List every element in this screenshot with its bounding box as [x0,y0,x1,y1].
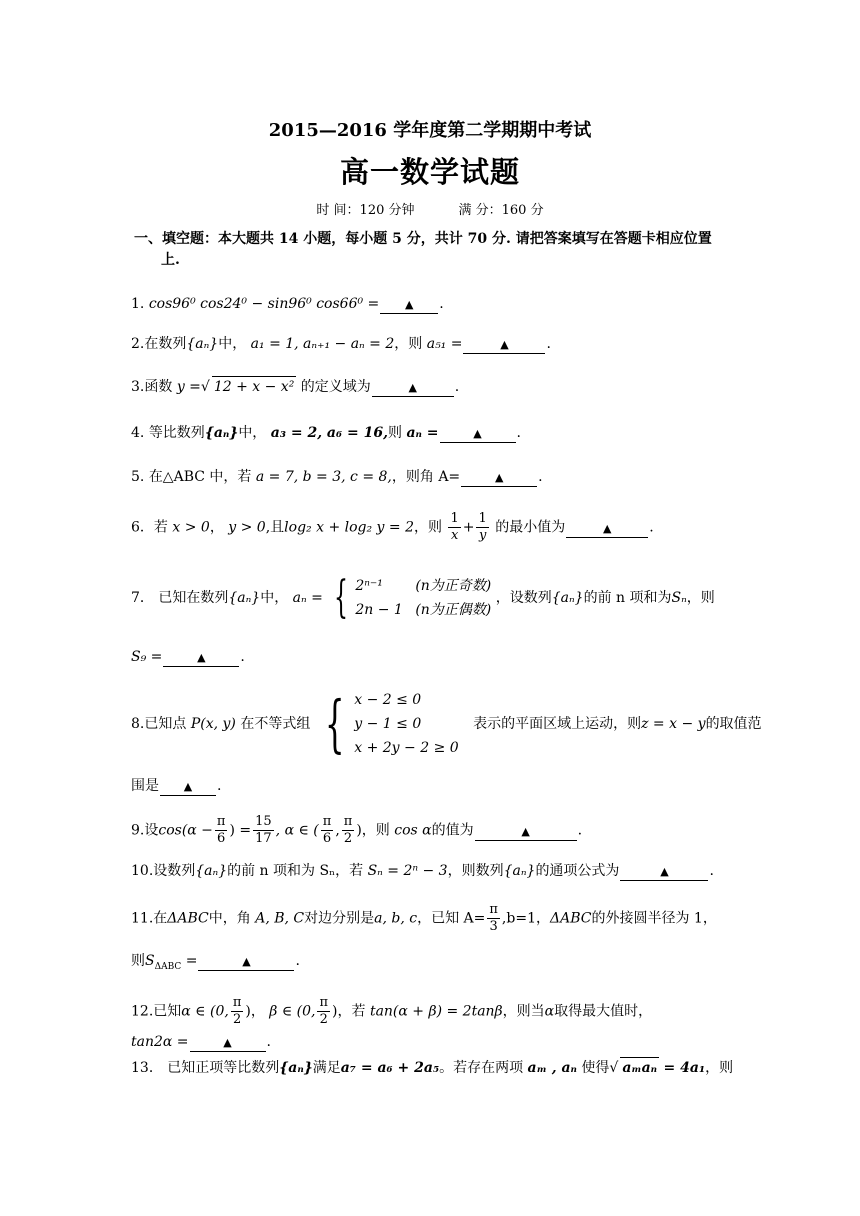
question-4: 4. 等比数列{aₙ}中， a₃ = 2, a₆ = 16,则 aₙ = ▲ . [131,425,521,441]
question-3: 3.函数 y =√ 12 + x − x² 的定义域为 ▲ . [131,376,459,397]
answer-blank-7[interactable]: ▲ [163,649,239,667]
answer-blank-12[interactable]: ▲ [190,1034,266,1052]
q4-condition: a₃ = 2, a₆ = 16, [270,425,388,441]
answer-blank-3[interactable]: ▲ [372,379,454,397]
exam-time: 时 间：120 分钟 [316,203,415,218]
q9-fraction: $\frac{15}{17}$ [255,814,272,846]
q7-piecewise: { 2ⁿ⁻¹ (n为正奇数) 2n − 1 (n为正偶数) [334,572,492,623]
section-title-line1: 一、填空题：本大题共 14 小题，每小题 5 分，共计 70 分. 请把答案填写在答题卡相应位置 [134,231,712,247]
answer-blank-8[interactable]: ▲ [160,778,216,796]
q6-log-condition: log₂ x + log₂ y = 2 [284,519,415,536]
answer-blank-6[interactable]: ▲ [566,520,648,538]
answer-blank-1[interactable]: ▲ [380,296,438,314]
question-7-line2: S₉ = ▲ . [131,649,245,665]
exam-score: 满 分：160 分 [458,203,544,218]
answer-blank-2[interactable]: ▲ [463,336,545,354]
answer-blank-11[interactable]: ▲ [198,953,294,971]
exam-info [0,199,860,218]
question-10: 10.设数列{aₙ}的前 n 项和为 Sₙ，若 Sₙ = 2ⁿ − 3，则数列{aₙ}的通项公式为 ▲ . [131,863,714,879]
answer-blank-5[interactable]: ▲ [461,469,537,487]
question-9: 9.设cos(α − $\frac{\pi}{6}$ ) = $\frac{15}{17}$ , α ∈ ( $\frac{\pi}{6}$ , $\frac{\pi}{2}$ )，则 cos α的值为 ▲ . [131,814,583,846]
answer-blank-4[interactable]: ▲ [440,425,516,443]
answer-blank-9[interactable]: ▲ [475,823,577,841]
question-2: 2.在数列{aₙ}中， a₁ = 1, aₙ₊₁ − aₙ = 2，则 a₅₁ = ▲ . [131,336,551,352]
q1-expression: cos96⁰ cos24⁰ − sin96⁰ cos66⁰ = [148,296,380,312]
q3-radicand: 12 + x − x² [212,376,296,397]
exam-title: 2015—2016 学年度第二学期期中考试 [268,120,592,141]
question-7: 7． 已知在数列{aₙ}中， aₙ = { 2ⁿ⁻¹ (n为正奇数) 2n − 1 (n为正偶数) ，设数列{aₙ}的前 n 项和为Sₙ，则 [131,572,715,623]
question-11-line2: 则$S_{\Delta ABC}$ = ▲ . [131,953,300,972]
section-title-line2: 上. [161,252,180,268]
q6-fraction-1: $\frac{1}{x}$ [450,511,459,543]
q2-condition: a₁ = 1, aₙ₊₁ − aₙ = 2 [250,336,395,352]
question-1: 1. cos96⁰ cos24⁰ − sin96⁰ cos66⁰ = ▲ . [131,296,444,312]
question-5: 5. 在△ABC 中，若 a = 7, b = 3, c = 8,，则角 A= ▲ . [131,469,543,485]
question-6: 6．若 x > 0， y > 0,且log₂ x + log₂ y = 2，则 $\frac{1}{x}$ + $\frac{1}{y}$ 的最小值为 ▲ . [131,511,654,543]
q6-fraction-2: $\frac{1}{y}$ [478,511,487,543]
q8-inequality-system: { x − 2 ≤ 0 y − 1 ≤ 0 x + 2y − 2 ≥ 0 [324,687,459,760]
question-11: 11.在ΔABC中，角 A, B, C对边分别是a, b, c，已知 A= $\frac{\pi}{3}$ ,b=1，ΔABC的外接圆半径为 1， [131,902,717,934]
question-12: 12.已知α ∈ (0, $\frac{\pi}{2}$ )， β ∈ (0, $\frac{\pi}{2}$ )，若 tan(α + β) = 2tanβ，则当α取得最大值时， [131,995,653,1027]
q12-condition: tan(α + β) = 2tanβ [369,1003,503,1020]
subject-title: 高一数学试题 [339,155,520,189]
answer-blank-10[interactable]: ▲ [620,863,708,881]
q10-condition: Sₙ = 2ⁿ − 3 [367,863,448,879]
question-12-line2: tan2α = ▲ . [131,1034,271,1050]
question-13: 13． 已知正项等比数列{aₙ}满足a₇ = a₆ + 2a₅。若存在两项 aₘ , aₙ 使得√ aₘaₙ = 4a₁，则 [131,1057,733,1078]
question-8: 8.已知点 P(x, y) 在不等式组 { x − 2 ≤ 0 y − 1 ≤ 0 x + 2y − 2 ≥ 0 表示的平面区域上运动，则z = x − y的取值范 [131,687,762,760]
question-8-line2: 围是 ▲ . [131,778,222,794]
q5-condition: a = 7, b = 3, c = 8, [255,469,392,485]
section-heading [134,229,734,271]
q13-condition: a₇ = a₆ + 2a₅ [340,1060,440,1076]
